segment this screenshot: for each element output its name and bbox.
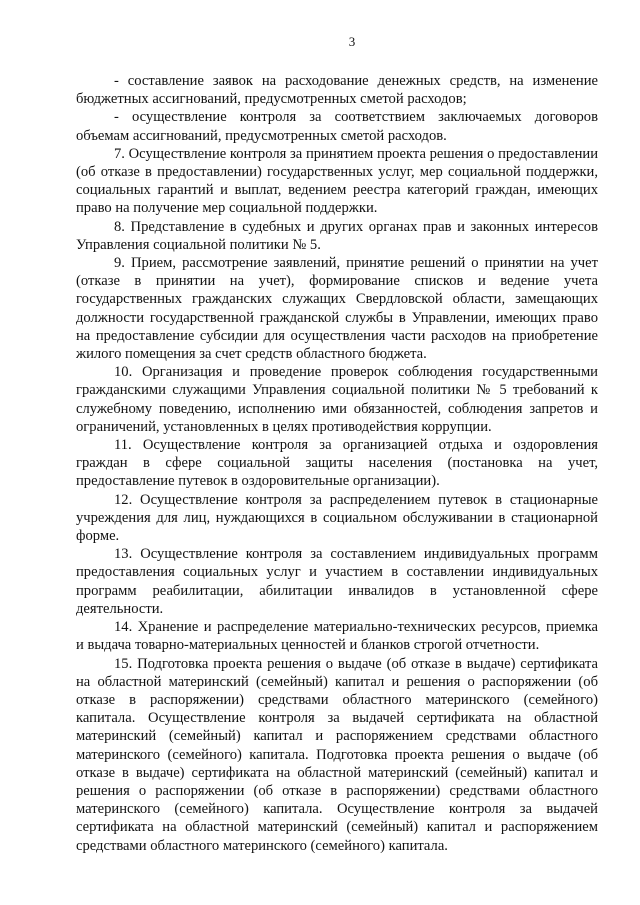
paragraph-item-15: 15. Подготовка проекта решения о выдаче (об отказе в выдаче) сертификата на областной материнский (семейный) капитал и решения о распоряжении (об отказе в распоряжении) средствами областного материнского (семейного) капитала. Осуществление контроля за выдачей сертификата на областной материнский (семейный) капитал и распоряжением средствами областного материнского (семейного) капитала. Подготовка проекта решения о выдаче (об отказе в выдаче) сертификата на областной материнский (семейный) капитал и решения о распоряжении (об отказе в распоряжении) средствами областного материнского (семейного) капитала. Осуществление контроля за выдачей сертификата на областной материнский (семейный) капитал и распоряжением средствами областного материнского (семейного) капитала. <box>76 655 598 854</box>
paragraph-item-12: 12. Осуществление контроля за распределением путевок в стационарные учреждения для лиц, нуждающихся в социальном обслуживании в стационарной форме. <box>76 491 598 545</box>
paragraph-item-10: 10. Организация и проведение проверок соблюдения государственными гражданскими служащими Управления социальной политики № 5 требований к служебному поведению, исполнению ими обязанностей, соблюдения запретов и ограничений, установленных в целях противодействия коррупции. <box>76 364 598 435</box>
paragraph-item-8: 8. Представление в судебных и других органах прав и законных интересов Управления социальной политики № 5. <box>76 218 598 253</box>
paragraph-budget-requests: - составление заявок на расходование денежных средств, на изменение бюджетных ассигнований, предусмотренных сметой расходов; <box>76 73 598 108</box>
paragraph-item-9: 9. Прием, рассмотрение заявлений, принятие решений о принятии на учет (отказе в принятии на учет), формирование списков и ведение учета государственных гражданских служащих Свердловской области, замещающих должности государственной гражданской службы в Управлении, имеющих право на предоставление субсидии для осуществления части расходов на приобретение жилого помещения за счет средств областного бюджета. <box>76 255 598 363</box>
page-number: 3 <box>348 34 356 49</box>
paragraph-item-11: 11. Осуществление контроля за организацией отдыха и оздоровления граждан в сфере социальной защиты населения (постановка на учет, предоставление путевок в оздоровительные организации). <box>76 437 598 490</box>
paragraph-contract-control: - осуществление контроля за соответствием заключаемых договоров объемам ассигнований, предусмотренных сметой расходов. <box>76 109 598 144</box>
paragraph-item-7: 7. Осуществление контроля за принятием проекта решения о предоставлении (об отказе в предоставлении) государственных услуг, мер социальной поддержки, социальных гарантий и выплат, ведением реестра категорий граждан, имеющих право на получение мер социальной поддержки. <box>76 145 598 217</box>
paragraph-item-14: 14. Хранение и распределение материально-технических ресурсов, приемка и выдача товарно-материальных ценностей и бланков строгой отчетности. <box>76 619 598 654</box>
paragraph-item-13: 13. Осуществление контроля за составлением индивидуальных программ предоставления социальных услуг и участием в составлении индивидуальных программ реабилитации, абилитации инвалидов в установленной сфере деятельности. <box>76 546 598 617</box>
